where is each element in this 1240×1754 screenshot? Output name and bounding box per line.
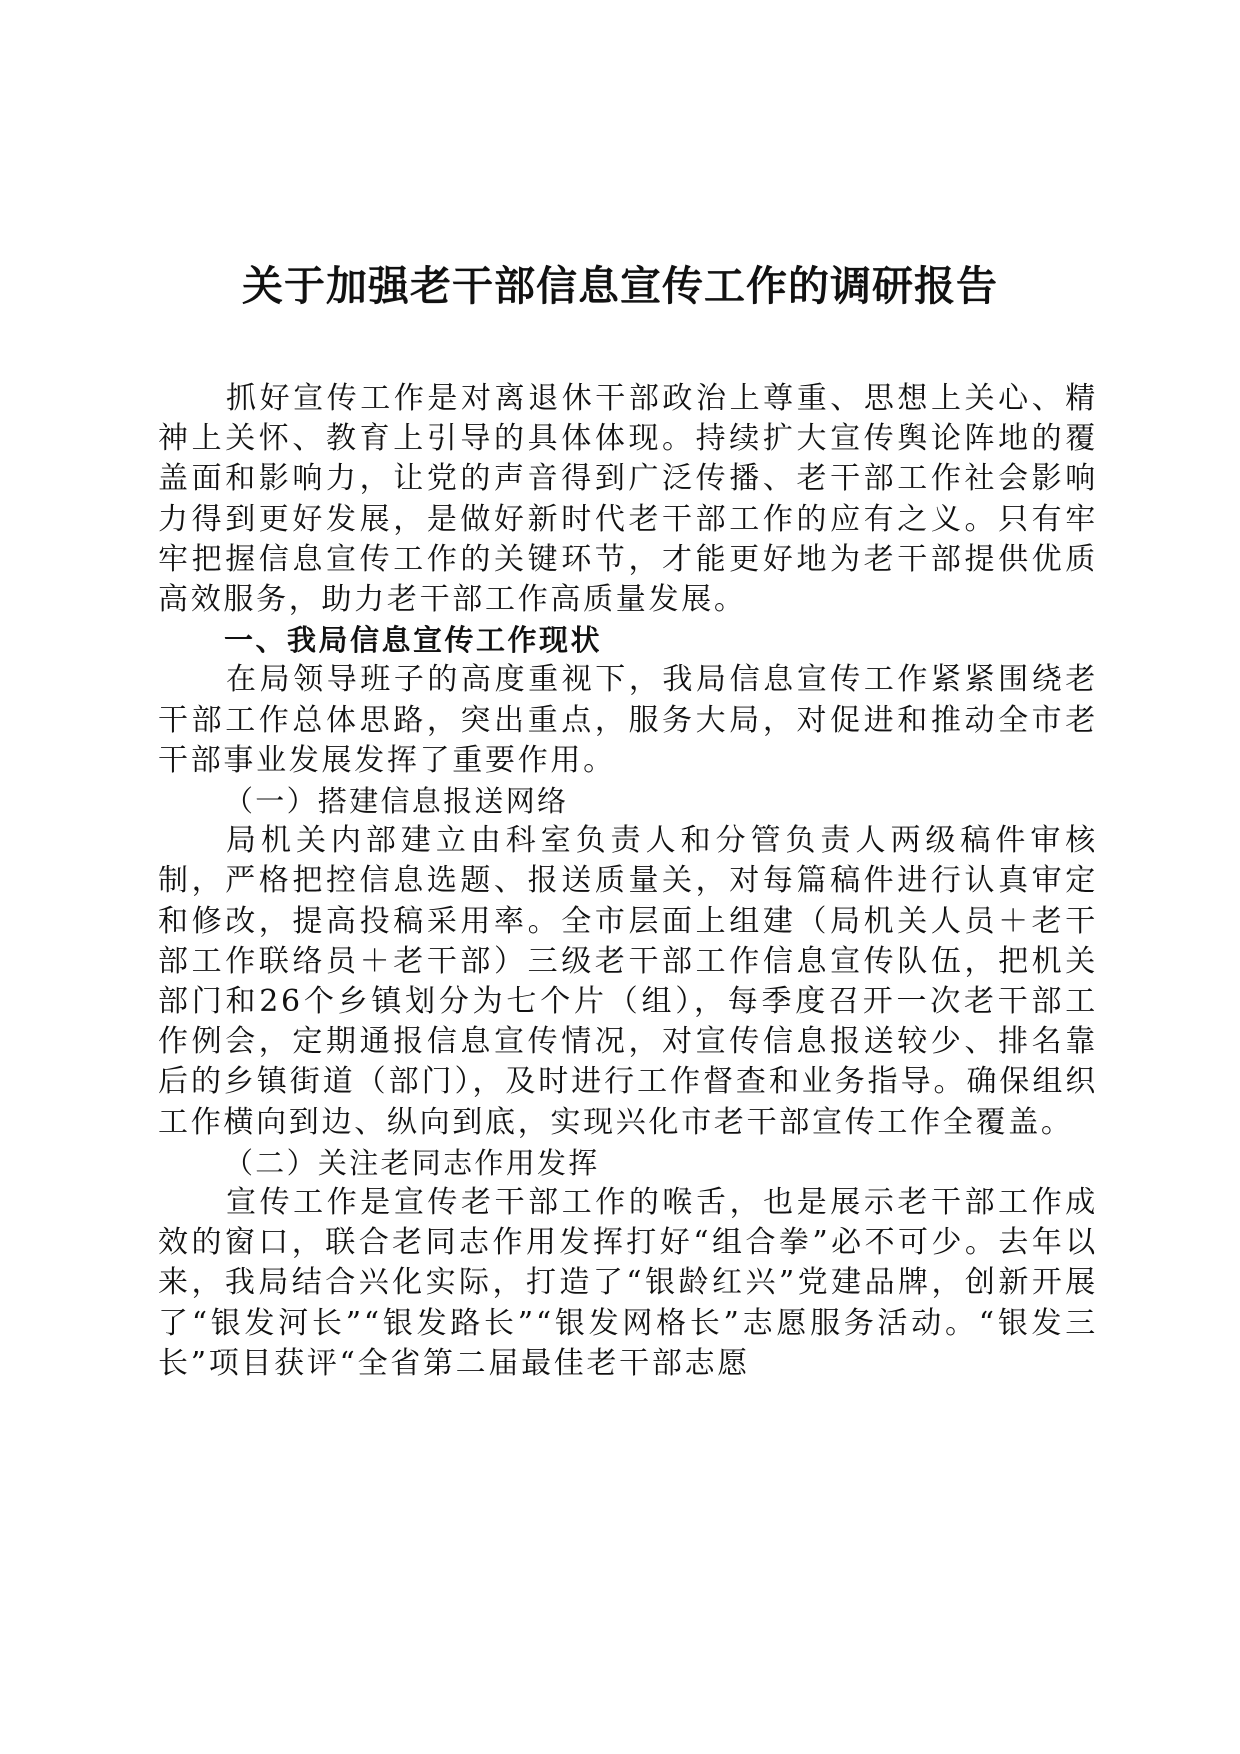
intro-paragraph: 抓好宣传工作是对离退休干部政治上尊重、思想上关心、精神上关怀、教育上引导的具体体现。持续扩大宣传舆论阵地的覆盖面和影响力，让党的声音得到广泛传播、老干部工作社会影响力得到更好发展，是做好新时代老干部工作的应有之义。只有牢牢把握信息宣传工作的关键环节，才能更好地为老干部提供优质高效服务，助力老干部工作高质量发展。 [158,381,1098,618]
subsection-2-paragraph: 宣传工作是宣传老干部工作的喉舌，也是展示老干部工作成效的窗口，联合老同志作用发挥打好“组合拳”必不可少。去年以来，我局结合兴化实际，打造了“银龄红兴”党建品牌，创新开展了“银发河长”“银发路长”“银发网格长”志愿服务活动。“银发三长”项目获评“全省第二届最佳老干部志愿 [158,1185,1098,1381]
document-title: 关于加强老干部信息宣传工作的调研报告 [242,262,998,310]
section-heading-1: 一、我局信息宣传工作现状 [224,623,603,658]
subsection-heading-1: （一）搭建信息报送网络 [224,784,569,819]
subsection-heading-2: （二）关注老同志作用发挥 [224,1145,600,1180]
subsection-1-paragraph: 局机关内部建立由科室负责人和分管负责人两级稿件审核制，严格把控信息选题、报送质量关，对每篇稿件进行认真审定和修改，提高投稿采用率。全市层面上组建（局机关人员＋老干部工作联络员＋老干部）三级老干部工作信息宣传队伍，把机关部门和26个乡镇划分为七个片（组），每季度召开一次老干部工作例会，定期通报信息宣传情况，对宣传信息报送较少、排名靠后的乡镇街道（部门），及时进行工作督查和业务指导。确保组织工作横向到边、纵向到底，实现兴化市老干部宣传工作全覆盖。 [158,823,1098,1140]
section-1-paragraph: 在局领导班子的高度重视下，我局信息宣传工作紧紧围绕老干部工作总体思路，突出重点，服务大局，对促进和推动全市老干部事业发展发挥了重要作用。 [158,662,1098,778]
document-body [158,379,1098,1384]
